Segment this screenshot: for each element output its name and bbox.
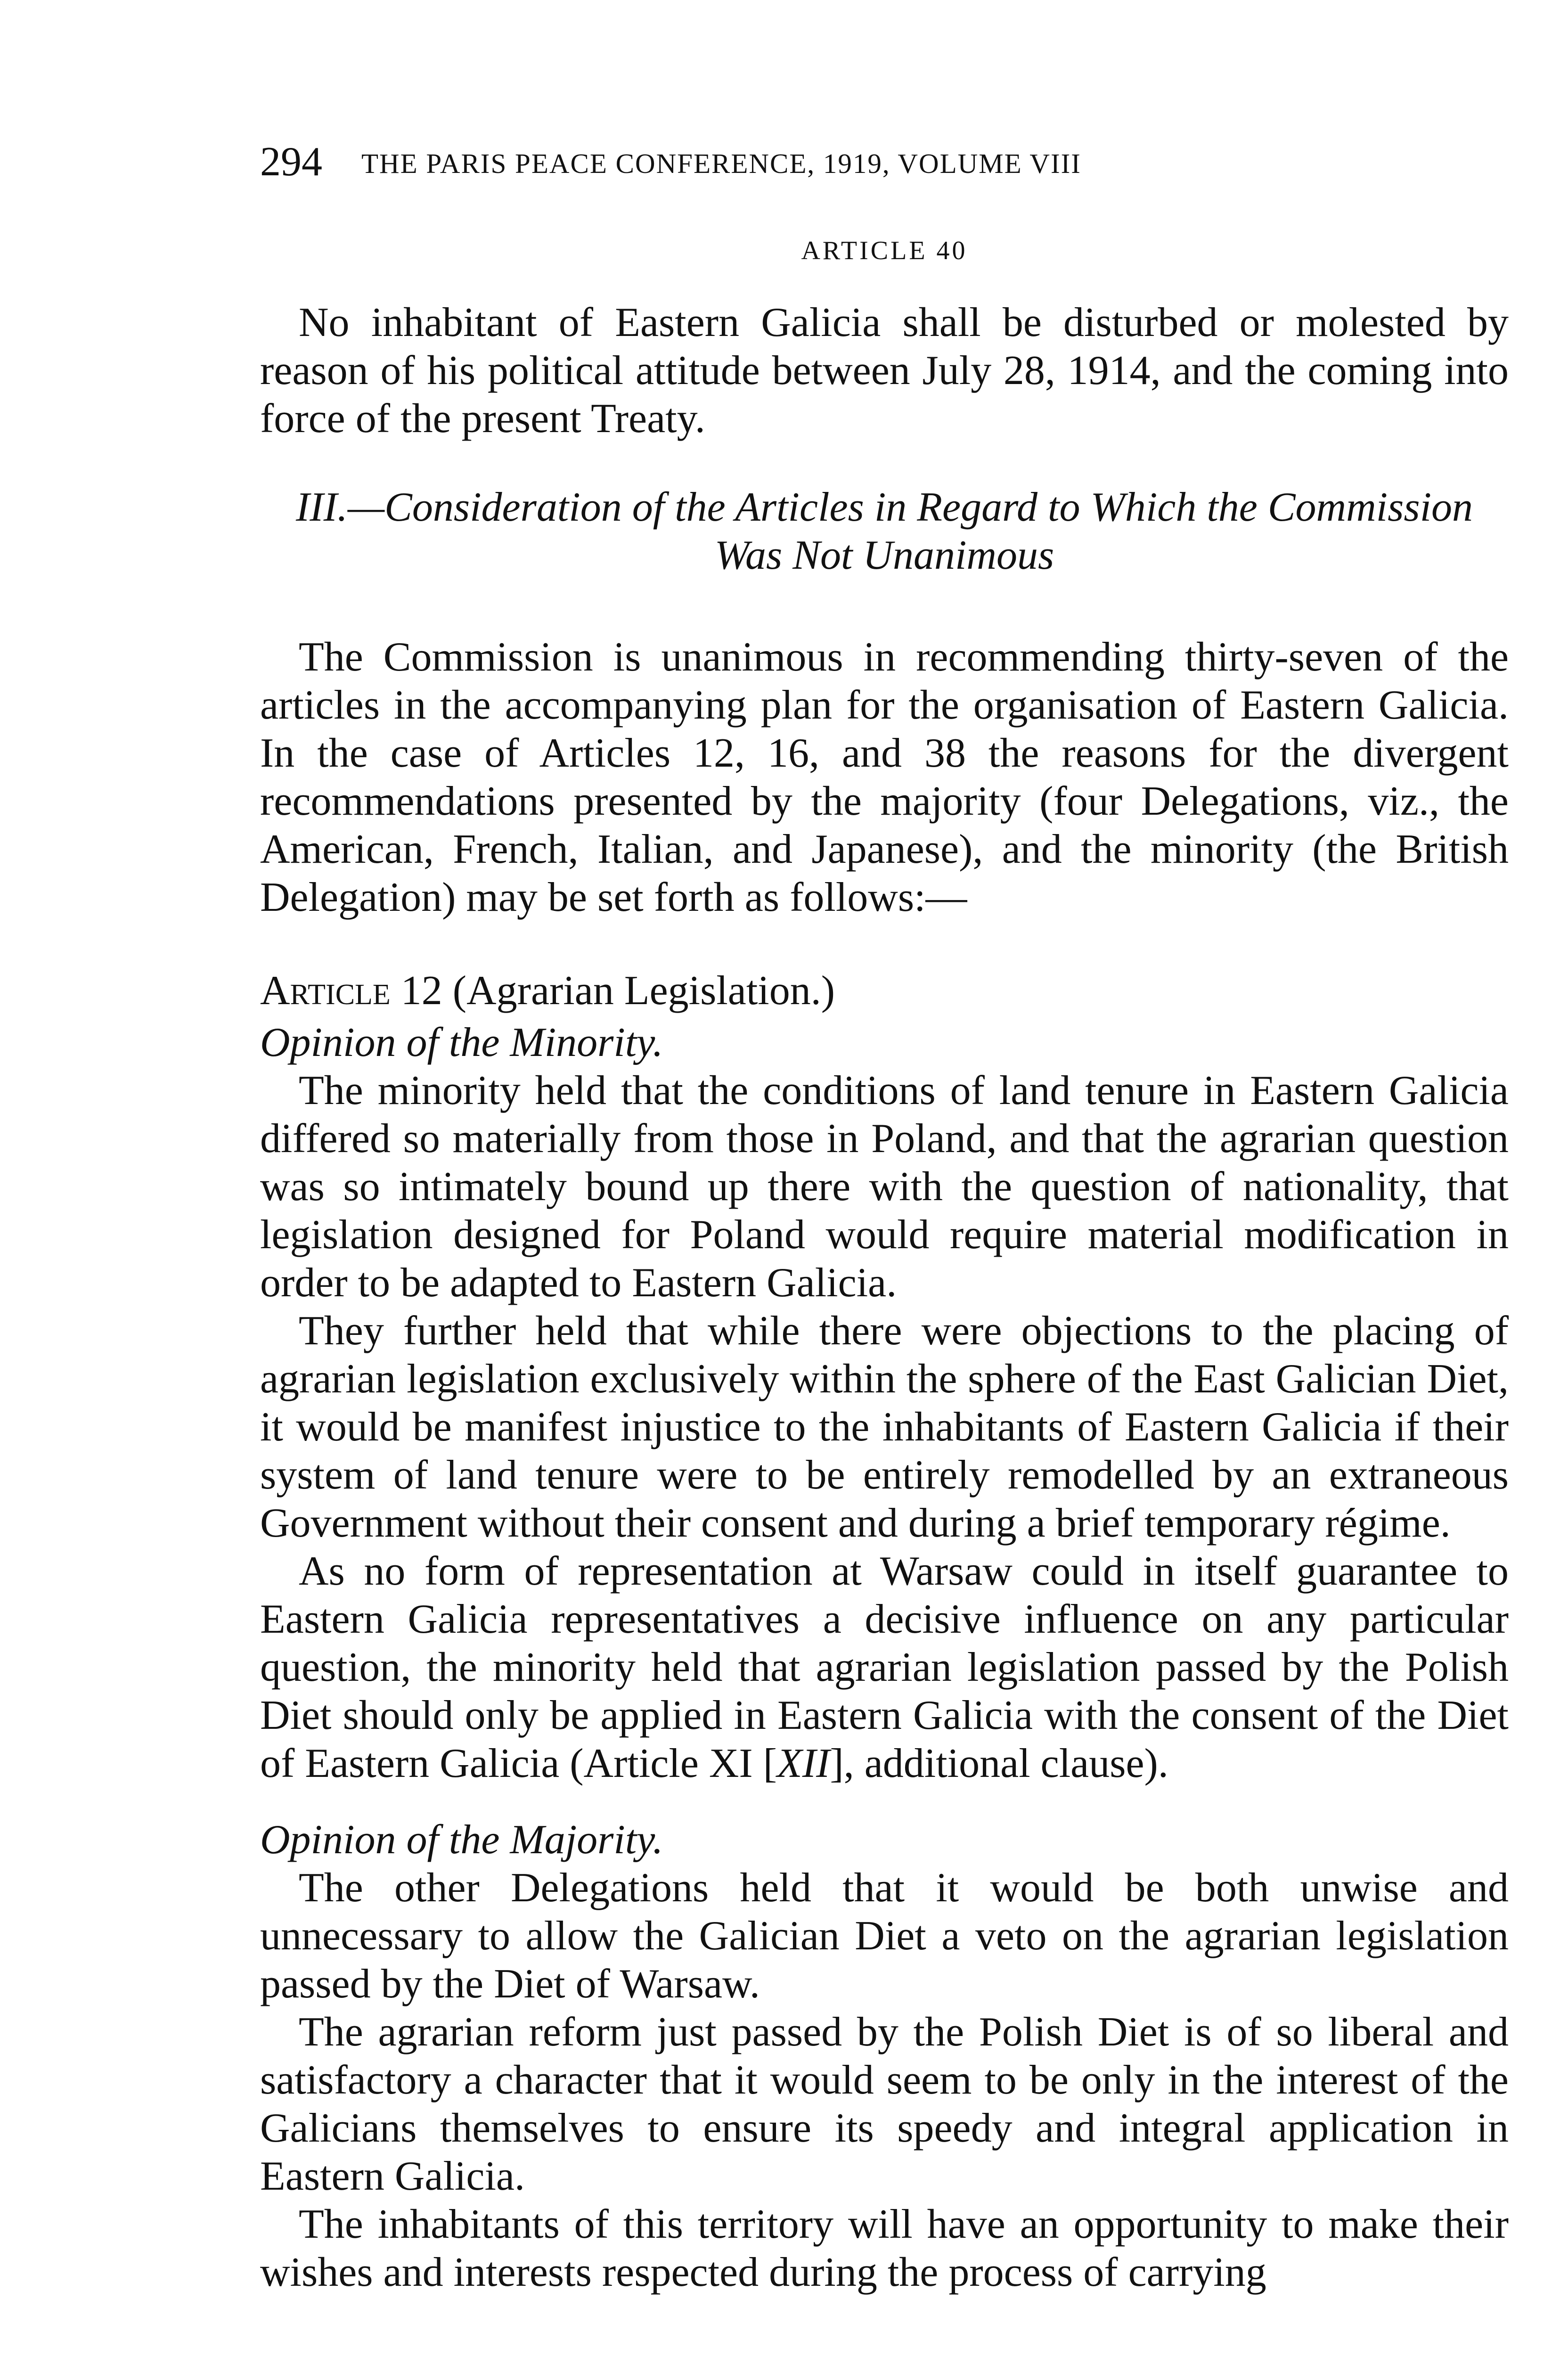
section-intro-paragraph: The Commission is unanimous in recommending thirty-seven of the articles in the accompanying plan for the organisation of Eastern Galicia. In the case of Articles 12, 16, and 38 the reasons for the divergent recommendations presented by the majority (four Delegations, viz., the American, French, Italian, and Japanese), and the minority (the British Delegation) may be set forth as follows:— [260, 634, 1509, 920]
running-header [260, 141, 1509, 203]
minority-paragraph-3-article-ref: XII [777, 1741, 830, 1786]
minority-paragraph-3-start: As no form of representation at Warsaw could in itself guarantee to Eastern Galicia representatives a decisive influence on any particular question, the minority held that agrarian legislation passed by the Polish Diet should only be applied in Eastern Galicia with the consent of the Diet of Eastern Galicia (Article XI [ [260, 1548, 1509, 1786]
majority-opinion-heading: Opinion of the Majority. [260, 1817, 663, 1863]
majority-paragraph-2: The agrarian reform just passed by the Polish Diet is of so liberal and satisfactory a character that it would seem to be only in the interest of the Galicians themselves to ensure its speedy and integral application in Eastern Galicia. [260, 2009, 1509, 2199]
majority-paragraph-3: The inhabitants of this territory will have an opportunity to make their wishes and interests respected during the process of carrying [260, 2201, 1509, 2295]
section-title: III.—Consideration of the Articles in Regard to Which the Commission Was Not Unanimous [295, 484, 1473, 578]
minority-paragraph-3-end: ], additional clause). [830, 1741, 1168, 1786]
page-number: 294 [260, 139, 322, 185]
document-page [260, 141, 1509, 2297]
article-40-heading: ARTICLE 40 [801, 236, 968, 265]
running-title: THE PARIS PEACE CONFERENCE, 1919, VOLUME VIII [361, 148, 1081, 179]
minority-paragraph-3 [260, 1547, 1509, 1788]
article-40-text: No inhabitant of Eastern Galicia shall be disturbed or molested by reason of his political attitude between July 28, 1914, and the coming into force of the present Treaty. [260, 300, 1509, 442]
article-12-title: 12 (Agrarian Legislation.) [390, 968, 835, 1014]
majority-paragraph-1: The other Delegations held that it would be both unwise and unnecessary to allow the Galician Diet a veto on the agrarian legislation passed by the Diet of Warsaw. [260, 1865, 1509, 2007]
article-12-heading [260, 967, 1509, 1015]
article-12-label: Article [260, 968, 391, 1014]
minority-paragraph-2: They further held that while there were objections to the placing of agrarian legislation exclusively within the sphere of the East Galician Diet, it would be manifest injustice to the inhabitants of Eastern Galicia if their system of land tenure were to be entirely remodelled by an extraneous Government without their consent and during a brief temporary régime. [260, 1308, 1509, 1546]
minority-paragraph-1: The minority held that the conditions of land tenure in Eastern Galicia differed so materially from those in Poland, and that the agrarian question was so intimately bound up there with the question of nationality, that legislation designed for Poland would require material modification in order to be adapted to Eastern Galicia. [260, 1068, 1509, 1306]
minority-opinion-heading: Opinion of the Minority. [260, 1020, 663, 1065]
